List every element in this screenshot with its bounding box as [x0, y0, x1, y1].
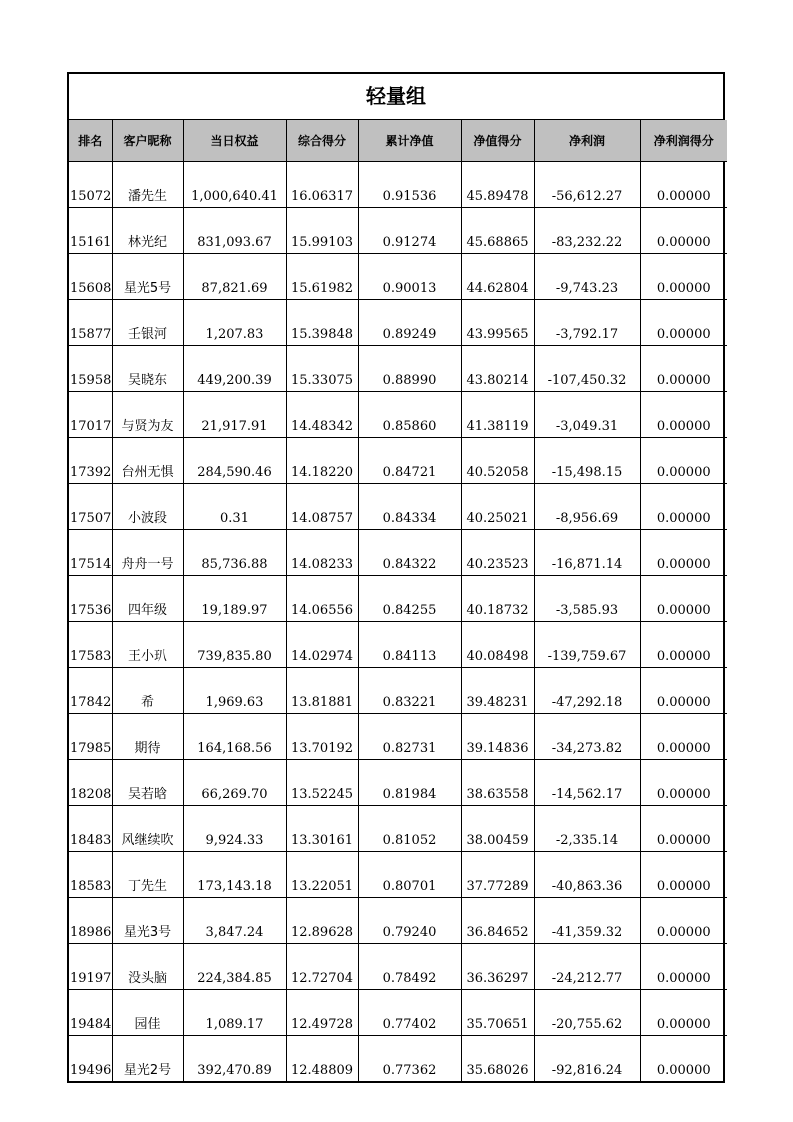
score-cell: 12.72704 [286, 944, 358, 990]
nav-cell: 0.78492 [358, 944, 461, 990]
equity-cell: 1,089.17 [183, 990, 286, 1036]
nickname-cell: 与贤为友 [112, 392, 183, 438]
header-net-profit: 净利润 [534, 120, 640, 162]
rank-cell: 19197 [69, 944, 112, 990]
equity-cell: 1,000,640.41 [183, 162, 286, 208]
nav-cell: 0.91536 [358, 162, 461, 208]
nav-score-cell: 45.68865 [461, 208, 534, 254]
table-row [69, 576, 727, 622]
net-profit-cell: -9,743.23 [534, 254, 640, 300]
table-row [69, 622, 727, 668]
nickname-cell: 园佳 [112, 990, 183, 1036]
nav-cell: 0.84334 [358, 484, 461, 530]
header-equity: 当日权益 [183, 120, 286, 162]
nickname-cell: 吴若晗 [112, 760, 183, 806]
header-nav: 累计净值 [358, 120, 461, 162]
header-row [69, 120, 727, 162]
net-profit-score-cell: 0.00000 [640, 806, 727, 852]
net-profit-cell: -3,049.31 [534, 392, 640, 438]
net-profit-score-cell: 0.00000 [640, 668, 727, 714]
score-cell: 13.81881 [286, 668, 358, 714]
nav-score-cell: 44.62804 [461, 254, 534, 300]
rank-cell: 19484 [69, 990, 112, 1036]
net-profit-score-cell: 0.00000 [640, 714, 727, 760]
nickname-cell: 吴晓东 [112, 346, 183, 392]
score-cell: 15.99103 [286, 208, 358, 254]
nav-cell: 0.77362 [358, 1036, 461, 1082]
score-cell: 14.08757 [286, 484, 358, 530]
net-profit-cell: -83,232.22 [534, 208, 640, 254]
nav-score-cell: 40.25021 [461, 484, 534, 530]
net-profit-score-cell: 0.00000 [640, 622, 727, 668]
rank-cell: 17536 [69, 576, 112, 622]
equity-cell: 66,269.70 [183, 760, 286, 806]
nav-score-cell: 39.48231 [461, 668, 534, 714]
score-cell: 14.08233 [286, 530, 358, 576]
score-cell: 14.48342 [286, 392, 358, 438]
nav-cell: 0.81052 [358, 806, 461, 852]
equity-cell: 173,143.18 [183, 852, 286, 898]
nav-score-cell: 37.77289 [461, 852, 534, 898]
nav-score-cell: 39.14836 [461, 714, 534, 760]
nav-score-cell: 35.70651 [461, 990, 534, 1036]
nickname-cell: 潘先生 [112, 162, 183, 208]
nav-score-cell: 38.63558 [461, 760, 534, 806]
rank-cell: 17985 [69, 714, 112, 760]
net-profit-score-cell: 0.00000 [640, 530, 727, 576]
nav-cell: 0.82731 [358, 714, 461, 760]
nickname-cell: 没头脑 [112, 944, 183, 990]
equity-cell: 284,590.46 [183, 438, 286, 484]
score-cell: 12.89628 [286, 898, 358, 944]
table-row [69, 898, 727, 944]
ranking-sheet [67, 72, 725, 1083]
net-profit-cell: -47,292.18 [534, 668, 640, 714]
net-profit-cell: -41,359.32 [534, 898, 640, 944]
equity-cell: 21,917.91 [183, 392, 286, 438]
nav-score-cell: 43.99565 [461, 300, 534, 346]
table-row [69, 668, 727, 714]
nickname-cell: 小波段 [112, 484, 183, 530]
nav-cell: 0.79240 [358, 898, 461, 944]
net-profit-cell: -2,335.14 [534, 806, 640, 852]
nickname-cell: 风继续吹 [112, 806, 183, 852]
nav-cell: 0.84322 [358, 530, 461, 576]
score-cell: 14.06556 [286, 576, 358, 622]
nav-cell: 0.91274 [358, 208, 461, 254]
table-row [69, 438, 727, 484]
nickname-cell: 壬银河 [112, 300, 183, 346]
table-row [69, 806, 727, 852]
score-cell: 13.30161 [286, 806, 358, 852]
net-profit-score-cell: 0.00000 [640, 300, 727, 346]
equity-cell: 449,200.39 [183, 346, 286, 392]
table-row [69, 852, 727, 898]
score-cell: 14.02974 [286, 622, 358, 668]
net-profit-cell: -15,498.15 [534, 438, 640, 484]
score-cell: 12.48809 [286, 1036, 358, 1082]
nav-score-cell: 36.36297 [461, 944, 534, 990]
score-cell: 13.70192 [286, 714, 358, 760]
net-profit-cell: -20,755.62 [534, 990, 640, 1036]
rank-cell: 17017 [69, 392, 112, 438]
nickname-cell: 丁先生 [112, 852, 183, 898]
nav-cell: 0.80701 [358, 852, 461, 898]
rank-cell: 18483 [69, 806, 112, 852]
net-profit-cell: -40,863.36 [534, 852, 640, 898]
score-cell: 15.33075 [286, 346, 358, 392]
header-score: 综合得分 [286, 120, 358, 162]
net-profit-score-cell: 0.00000 [640, 898, 727, 944]
net-profit-score-cell: 0.00000 [640, 392, 727, 438]
table-row [69, 530, 727, 576]
nav-score-cell: 35.68026 [461, 1036, 534, 1082]
rank-cell: 18208 [69, 760, 112, 806]
rank-cell: 18583 [69, 852, 112, 898]
nickname-cell: 台州无惧 [112, 438, 183, 484]
net-profit-cell: -8,956.69 [534, 484, 640, 530]
rank-cell: 17507 [69, 484, 112, 530]
net-profit-cell: -56,612.27 [534, 162, 640, 208]
sheet-title: 轻量组 [69, 74, 723, 120]
net-profit-score-cell: 0.00000 [640, 944, 727, 990]
rank-cell: 15877 [69, 300, 112, 346]
net-profit-cell: -139,759.67 [534, 622, 640, 668]
net-profit-score-cell: 0.00000 [640, 162, 727, 208]
equity-cell: 85,736.88 [183, 530, 286, 576]
nickname-cell: 期待 [112, 714, 183, 760]
nav-cell: 0.84113 [358, 622, 461, 668]
equity-cell: 164,168.56 [183, 714, 286, 760]
net-profit-score-cell: 0.00000 [640, 254, 727, 300]
net-profit-score-cell: 0.00000 [640, 1036, 727, 1082]
table-row [69, 990, 727, 1036]
nickname-cell: 王小玐 [112, 622, 183, 668]
net-profit-cell: -107,450.32 [534, 346, 640, 392]
ranking-table [69, 120, 727, 1081]
nav-score-cell: 38.00459 [461, 806, 534, 852]
equity-cell: 0.31 [183, 484, 286, 530]
rank-cell: 18986 [69, 898, 112, 944]
table-row [69, 300, 727, 346]
nav-score-cell: 40.18732 [461, 576, 534, 622]
rank-cell: 15161 [69, 208, 112, 254]
score-cell: 15.61982 [286, 254, 358, 300]
equity-cell: 19,189.97 [183, 576, 286, 622]
equity-cell: 831,093.67 [183, 208, 286, 254]
nav-cell: 0.84255 [358, 576, 461, 622]
nav-score-cell: 40.52058 [461, 438, 534, 484]
equity-cell: 9,924.33 [183, 806, 286, 852]
nav-cell: 0.83221 [358, 668, 461, 714]
header-net-profit-score: 净利润得分 [640, 120, 727, 162]
net-profit-score-cell: 0.00000 [640, 208, 727, 254]
nickname-cell: 希 [112, 668, 183, 714]
nickname-cell: 星光3号 [112, 898, 183, 944]
rank-cell: 15608 [69, 254, 112, 300]
net-profit-cell: -3,792.17 [534, 300, 640, 346]
net-profit-score-cell: 0.00000 [640, 760, 727, 806]
nav-score-cell: 36.84652 [461, 898, 534, 944]
nickname-cell: 星光5号 [112, 254, 183, 300]
nickname-cell: 星光2号 [112, 1036, 183, 1082]
table-row [69, 760, 727, 806]
header-rank: 排名 [69, 120, 112, 162]
table-body [69, 162, 727, 1082]
nav-score-cell: 40.23523 [461, 530, 534, 576]
table-row [69, 484, 727, 530]
rank-cell: 15072 [69, 162, 112, 208]
score-cell: 16.06317 [286, 162, 358, 208]
rank-cell: 17392 [69, 438, 112, 484]
net-profit-cell: -16,871.14 [534, 530, 640, 576]
net-profit-cell: -92,816.24 [534, 1036, 640, 1082]
net-profit-score-cell: 0.00000 [640, 852, 727, 898]
nav-cell: 0.81984 [358, 760, 461, 806]
rank-cell: 15958 [69, 346, 112, 392]
nav-cell: 0.90013 [358, 254, 461, 300]
table-row [69, 392, 727, 438]
nav-cell: 0.77402 [358, 990, 461, 1036]
equity-cell: 1,207.83 [183, 300, 286, 346]
net-profit-score-cell: 0.00000 [640, 484, 727, 530]
net-profit-cell: -24,212.77 [534, 944, 640, 990]
score-cell: 15.39848 [286, 300, 358, 346]
net-profit-cell: -3,585.93 [534, 576, 640, 622]
net-profit-score-cell: 0.00000 [640, 576, 727, 622]
nav-cell: 0.88990 [358, 346, 461, 392]
rank-cell: 19496 [69, 1036, 112, 1082]
net-profit-cell: -14,562.17 [534, 760, 640, 806]
equity-cell: 392,470.89 [183, 1036, 286, 1082]
net-profit-score-cell: 0.00000 [640, 438, 727, 484]
rank-cell: 17583 [69, 622, 112, 668]
nav-score-cell: 43.80214 [461, 346, 534, 392]
rank-cell: 17842 [69, 668, 112, 714]
nav-cell: 0.84721 [358, 438, 461, 484]
header-nav-score: 净值得分 [461, 120, 534, 162]
net-profit-score-cell: 0.00000 [640, 990, 727, 1036]
equity-cell: 3,847.24 [183, 898, 286, 944]
nickname-cell: 舟舟一号 [112, 530, 183, 576]
nickname-cell: 四年级 [112, 576, 183, 622]
equity-cell: 739,835.80 [183, 622, 286, 668]
equity-cell: 87,821.69 [183, 254, 286, 300]
equity-cell: 224,384.85 [183, 944, 286, 990]
table-row [69, 714, 727, 760]
table-row [69, 944, 727, 990]
header-nickname: 客户昵称 [112, 120, 183, 162]
table-row [69, 254, 727, 300]
score-cell: 14.18220 [286, 438, 358, 484]
net-profit-cell: -34,273.82 [534, 714, 640, 760]
score-cell: 13.52245 [286, 760, 358, 806]
nav-cell: 0.85860 [358, 392, 461, 438]
table-row [69, 162, 727, 208]
nav-score-cell: 40.08498 [461, 622, 534, 668]
score-cell: 13.22051 [286, 852, 358, 898]
equity-cell: 1,969.63 [183, 668, 286, 714]
score-cell: 12.49728 [286, 990, 358, 1036]
nickname-cell: 林光纪 [112, 208, 183, 254]
nav-cell: 0.89249 [358, 300, 461, 346]
table-row [69, 208, 727, 254]
table-row [69, 1036, 727, 1082]
table-row [69, 346, 727, 392]
net-profit-score-cell: 0.00000 [640, 346, 727, 392]
nav-score-cell: 45.89478 [461, 162, 534, 208]
nav-score-cell: 41.38119 [461, 392, 534, 438]
rank-cell: 17514 [69, 530, 112, 576]
